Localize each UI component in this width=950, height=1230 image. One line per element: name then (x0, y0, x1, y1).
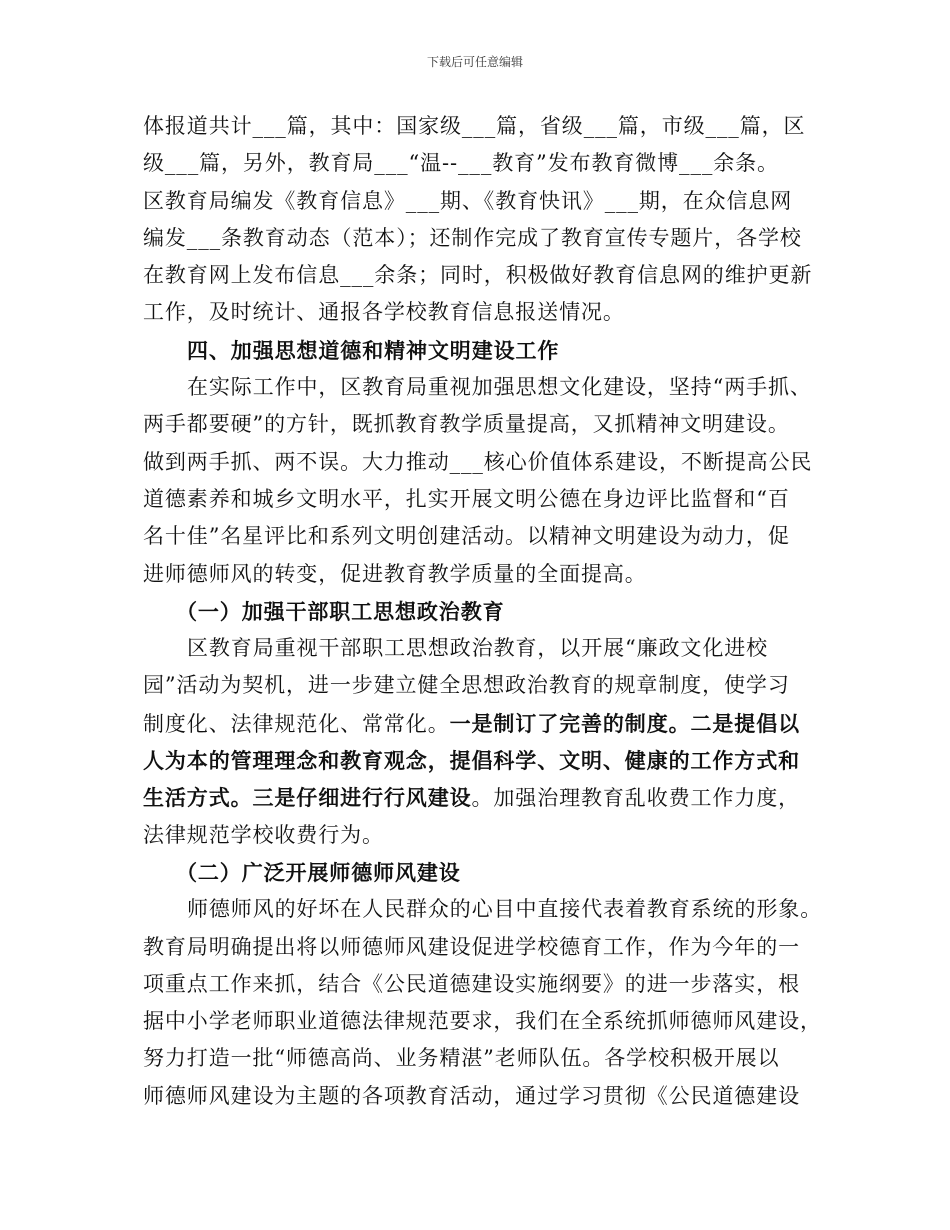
subsection-heading-2: （二）广泛开展师德师风建设 (176, 859, 461, 885)
text-line: 项重点工作来抓，结合《公民道德建设实施纲要》的进一步落实，根 (143, 971, 800, 996)
text-line: 据中小学老师职业道德法律规范要求，我们在全系统抓师德师风建设， (143, 1009, 822, 1034)
paragraph-teacher-ethics (143, 891, 823, 1115)
bold-text-span: 生活方式。三是仔细进行行风建设 (143, 785, 472, 811)
text-line: 法律规范学校收费行为。 (143, 822, 384, 847)
text-line: 道德素养和城乡文明水平，扎实开展文明公德在身边评比监督和“百 (143, 486, 790, 511)
text-line: 名十佳”名星评比和系列文明创建活动。以精神文明建设为动力，促 (143, 524, 790, 549)
text-line: 工作，及时统计、通报各学校教育信息报送情况。 (143, 300, 625, 325)
bold-text-span: 一是制订了完善的制度。二是提倡以 (449, 710, 801, 736)
document-body (143, 108, 823, 1115)
text-line: 区教育局编发《教育信息》___期、《教育快讯》___期，在众信息网 (143, 188, 793, 213)
text-span: 制度化、法律规范化、常常化。 (143, 711, 450, 736)
text-line: 体报道共计___篇，其中：国家级___篇，省级___篇，市级___篇，区 (143, 114, 806, 138)
text-line (143, 705, 810, 742)
text-line: 级___篇，另外，教育局___“温--___教育”发布教育微博___余条。 (143, 151, 779, 176)
paragraph-spiritual-civilization (143, 369, 813, 593)
bold-text-line: 人为本的管理理念和教育观念，提倡科学、文明、健康的工作方式和 (143, 748, 800, 774)
text-line: 进师德师风的转变，促进教育教学质量的全面提高。 (143, 561, 647, 586)
text-line: 编发___条教育动态（范本）；还制作完成了教育宣传专题片，各学校 (143, 225, 802, 250)
text-line: 两手都要硬”的方针，既抓教育教学质量提高，又抓精神文明建设。 (143, 412, 790, 437)
text-line: 园”活动为契机，进一步建立健全思想政治教育的规章制度，使学习 (143, 673, 790, 698)
text-line: 教育局明确提出将以师德师风建设促进学校德育工作，作为今年的一 (143, 934, 800, 959)
paragraph-media-report (143, 108, 813, 332)
text-span: 。加强治理教育乱收费工作力度， (471, 786, 800, 811)
text-line: 在教育网上发布信息___余条；同时，积极做好教育信息网的维护更新 (143, 263, 813, 288)
text-line: 区教育局重视干部职工思想政治教育，以开展“廉政文化进校 (187, 636, 769, 661)
text-line: 师德师风的好坏在人民群众的心目中直接代表着教育系统的形象。 (187, 897, 823, 922)
section-heading-4: 四、加强思想道德和精神文明建设工作 (187, 337, 560, 363)
text-line: 做到两手抓、两不误。大力推动___核心价值体系建设，不断提高公民 (143, 449, 813, 474)
text-line: 努力打造一批“师德高尚、业务精湛”老师队伍。各学校积极开展以 (143, 1046, 780, 1071)
paragraph-political-education (143, 630, 810, 854)
page-header: 下载后可任意编辑 (426, 55, 523, 69)
text-line (143, 779, 810, 816)
subsection-heading-1: （一）加强干部职工思想政治教育 (176, 598, 505, 624)
text-line: 师德师风建设为主题的各项教育活动，通过学习贯彻《公民道德建设 (143, 1083, 800, 1108)
text-line: 在实际工作中，区教育局重视加强思想文化建设，坚持“两手抓、 (187, 375, 812, 400)
